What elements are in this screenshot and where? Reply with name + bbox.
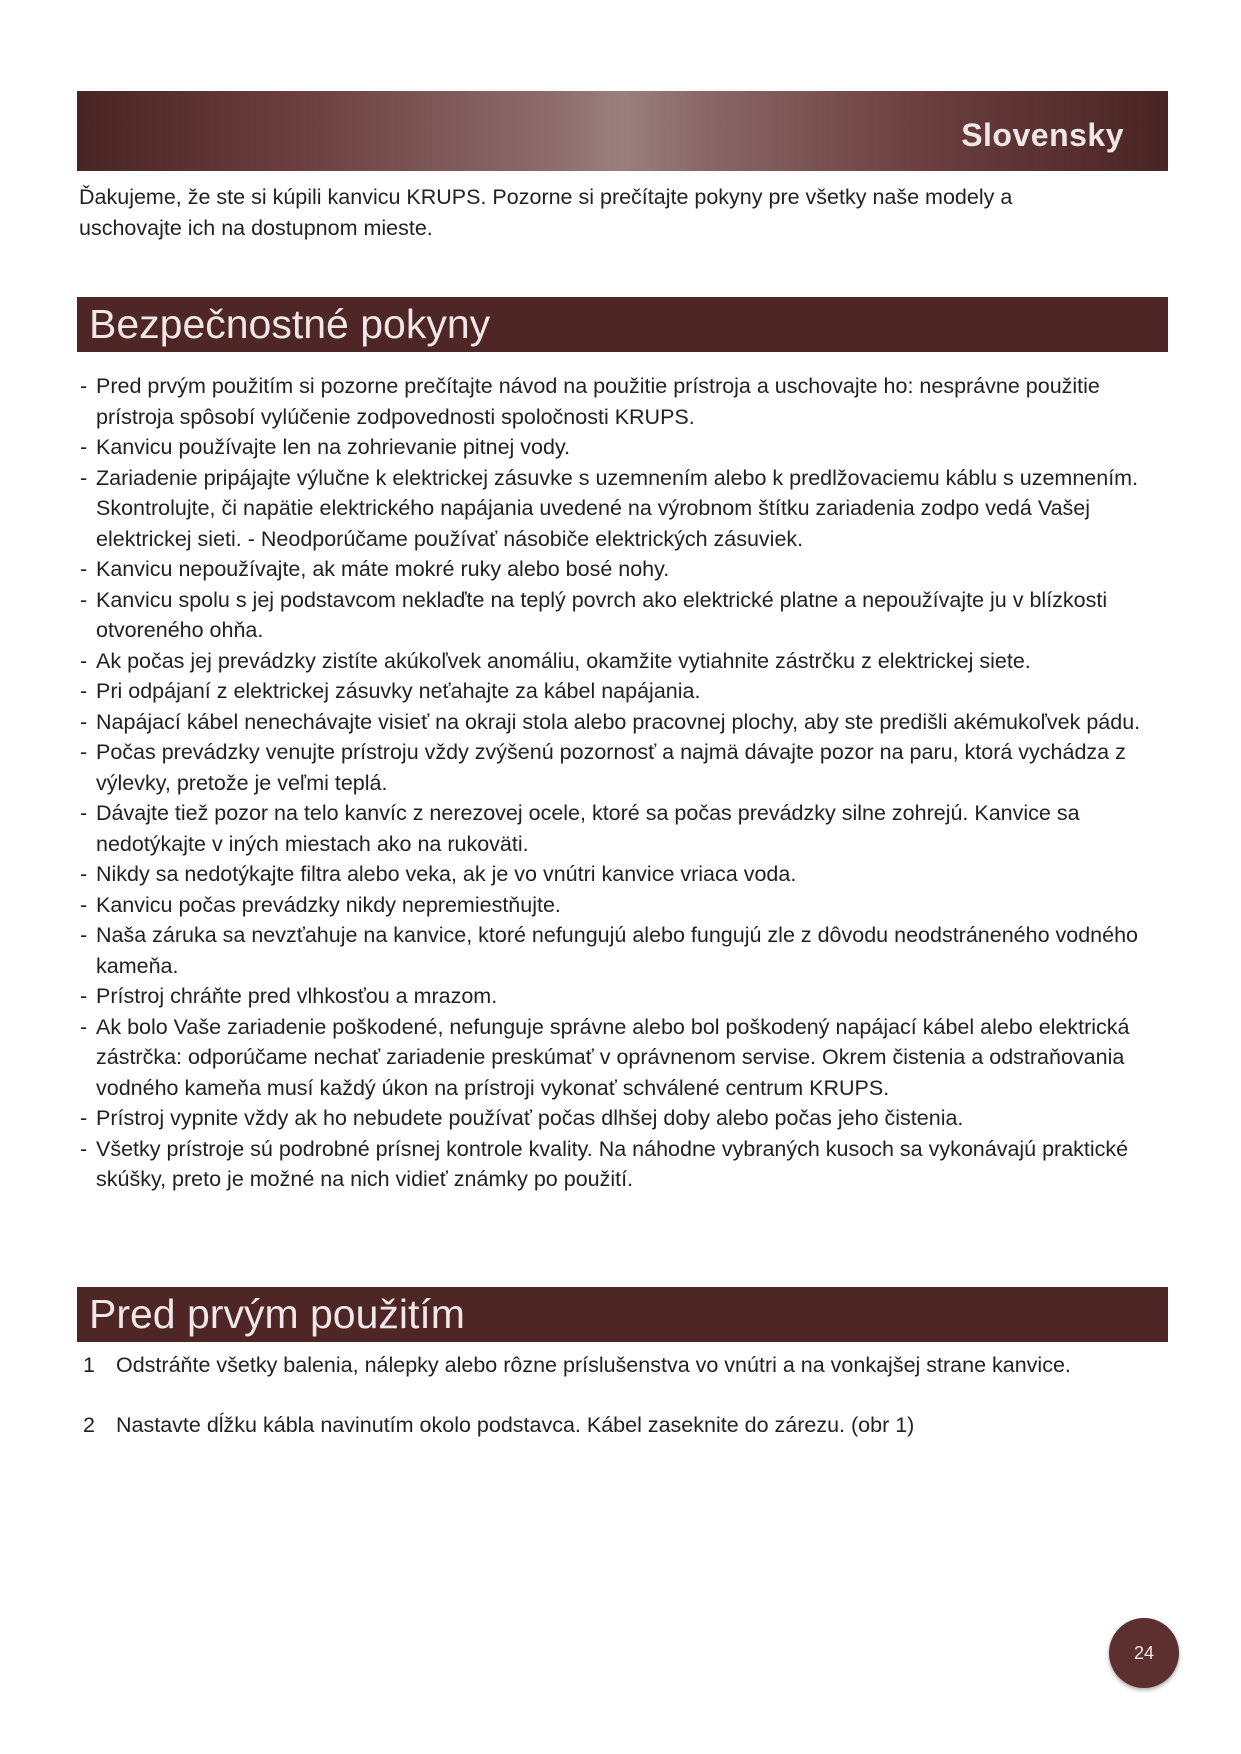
list-item: - Ak počas jej prevádzky zistíte akúkoľvek anomáliu, okamžite vytiahnite zástrčku z elektrickej siete. [80,646,1160,677]
step-item [83,1410,1163,1441]
step-text: Nastavte dĺžku kábla navinutím okolo podstavca. Kábel zaseknite do zárezu. (obr 1) [116,1413,915,1437]
list-item: - Počas prevádzky venujte prístroju vždy zvýšenú pozornosť a najmä dávajte pozor na paru, ktorá vychádza z výlevky, pretože je veľmi teplá. [80,737,1160,798]
page-number: 24 [1133,1642,1155,1663]
list-item: - Ak bolo Vaše zariadenie poškodené, nefunguje správne alebo bol poškodený napájací kábel alebo elektrická zástrčka: odporúčame nechať zariadenie preskúmať v oprávnenom servise. Okrem čistenia a odstraňovania vodného kameňa musí každý úkon na prístroji vykonať schválené centrum KRUPS. [80,1012,1160,1104]
list-item: - Pred prvým použitím si pozorne prečítajte návod na použitie prístroja a uschovajte ho: nesprávne použitie prístroja spôsobí vylúčenie zodpovednosti spoločnosti KRUPS. [80,371,1160,432]
list-item: - Naša záruka sa nevzťahuje na kanvice, ktoré nefungujú alebo fungujú zle z dôvodu neodstráneného vodného kameňa. [80,920,1160,981]
list-item: - Kanvicu nepoužívajte, ak máte mokré ruky alebo bosé nohy. [80,554,1160,585]
page-number-badge [1109,1618,1179,1688]
step-number: 2 [83,1413,95,1437]
safety-instructions-list [80,371,1160,1195]
list-item: - Pri odpájaní z elektrickej zásuvky neťahajte za kábel napájania. [80,676,1160,707]
step-number: 1 [83,1353,95,1377]
language-banner [77,91,1168,171]
list-item: - Všetky prístroje sú podrobné prísnej kontrole kvality. Na náhodne vybraných kusoch sa vykonávajú praktické skúšky, preto je možné na nich vidieť známky po použití. [80,1134,1160,1195]
safety-section-header [77,297,1168,352]
safety-section-title: Bezpečnostné pokyny [89,301,491,347]
first-use-section-header [77,1287,1168,1342]
first-use-steps [83,1350,1163,1470]
list-item: - Kanvicu spolu s jej podstavcom neklaďte na teplý povrch ako elektrické platne a nepoužívajte ju v blízkosti otvoreného ohňa. [80,585,1160,646]
list-item: - Dávajte tiež pozor na telo kanvíc z nerezovej ocele, ktoré sa počas prevádzky silne zohrejú. Kanvice sa nedotýkajte v iných miestach ako na rukoväti. [80,798,1160,859]
step-text: Odstráňte všetky balenia, nálepky alebo rôzne príslušenstva vo vnútri a na vonkajšej strane kanvice. [116,1353,1071,1377]
list-item: - Zariadenie pripájajte výlučne k elektrickej zásuvke s uzemnením alebo k predlžovaciemu káblu s uzemnením. Skontrolujte, či napätie elektrického napájania uvedené na výrobnom štítku zariadenia zodpo vedá Vašej elektrickej sieti. - Neodporúčame používať násobiče elektrických zásuviek. [80,463,1160,555]
list-item: - Kanvicu používajte len na zohrievanie pitnej vody. [80,432,1160,463]
step-item [83,1350,1163,1381]
list-item: - Napájací kábel nenechávajte visieť na okraji stola alebo pracovnej plochy, aby ste predišli akémukoľvek pádu. [80,707,1160,738]
list-item: - Nikdy sa nedotýkajte filtra alebo veka, ak je vo vnútri kanvice vriaca voda. [80,859,1160,890]
list-item: - Prístroj chráňte pred vlhkosťou a mrazom. [80,981,1160,1012]
language-title: Slovensky [961,117,1124,153]
list-item: - Prístroj vypnite vždy ak ho nebudete používať počas dlhšej doby alebo počas jeho čistenia. [80,1103,1160,1134]
intro-paragraph: Ďakujeme, že ste si kúpili kanvicu KRUPS. Pozorne si prečítajte pokyny pre všetky naše modely a uschovajte ich na dostupnom mieste. [79,185,1013,240]
list-item: - Kanvicu počas prevádzky nikdy nepremiestňujte. [80,890,1160,921]
first-use-section-title: Pred prvým použitím [89,1291,465,1337]
